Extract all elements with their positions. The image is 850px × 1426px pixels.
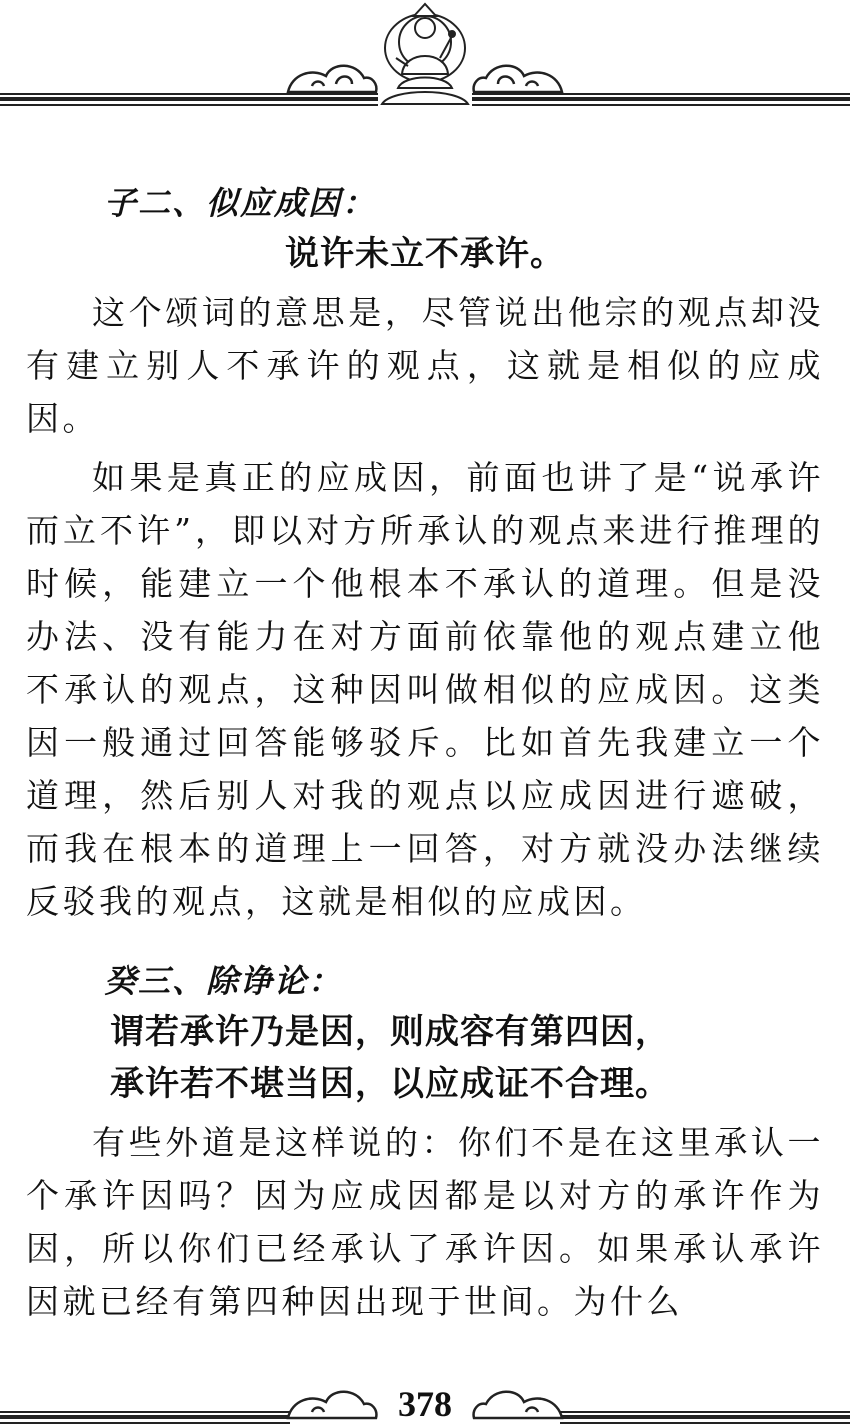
- header-rule-left: [0, 94, 378, 105]
- paragraph: 有些外道是这样说的：你们不是在这里承认一个承许因吗？因为应成因都是以对方的承许作为因，所以你们已经承认了承许因。如果承认承许因就已经有第四种因出现于世间。为什么: [26, 1123, 824, 1321]
- verse-line: 谓若承许乃是因，则成容有第四因，: [110, 1012, 670, 1052]
- paragraph: 这个颂词的意思是，尽管说出他宗的观点却没有建立别人不承许的观点，这就是相似的应成因。: [26, 293, 824, 438]
- section-heading: 子二、似应成因：: [104, 184, 377, 222]
- verse-line: 承许若不堪当因，以应成证不合理。: [110, 1064, 670, 1104]
- section-1: [26, 178, 824, 928]
- page-number: 378: [398, 1384, 452, 1424]
- header-ornament: [0, 0, 850, 112]
- verse-line: 说许未立不承许。: [285, 234, 565, 274]
- paragraph: 如果是真正的应成因，前面也讲了是“说承许而立不许”，即以对方所承认的观点来进行推理的时候，能建立一个他根本不承认的道理。但是没办法、没有能力在对方面前依靠他的观点建立他不承认的观点，这种因叫做相似的应成因。这类因一般通过回答能够驳斥。比如首先我建立一个道理，然后别人对我的观点以应成因进行遮破，而我在根本的道理上一回答，对方就没办法继续反驳我的观点，这就是相似的应成因。: [26, 458, 824, 921]
- cloud-scroll-icon: [288, 66, 376, 92]
- section-heading: 癸三、除诤论：: [104, 962, 343, 1000]
- cloud-scroll-icon: [474, 66, 562, 92]
- padmasambhava-figure-icon: [382, 4, 468, 104]
- header-rule-right: [472, 94, 850, 105]
- section-2: [26, 956, 824, 1328]
- page-body: [26, 178, 824, 1328]
